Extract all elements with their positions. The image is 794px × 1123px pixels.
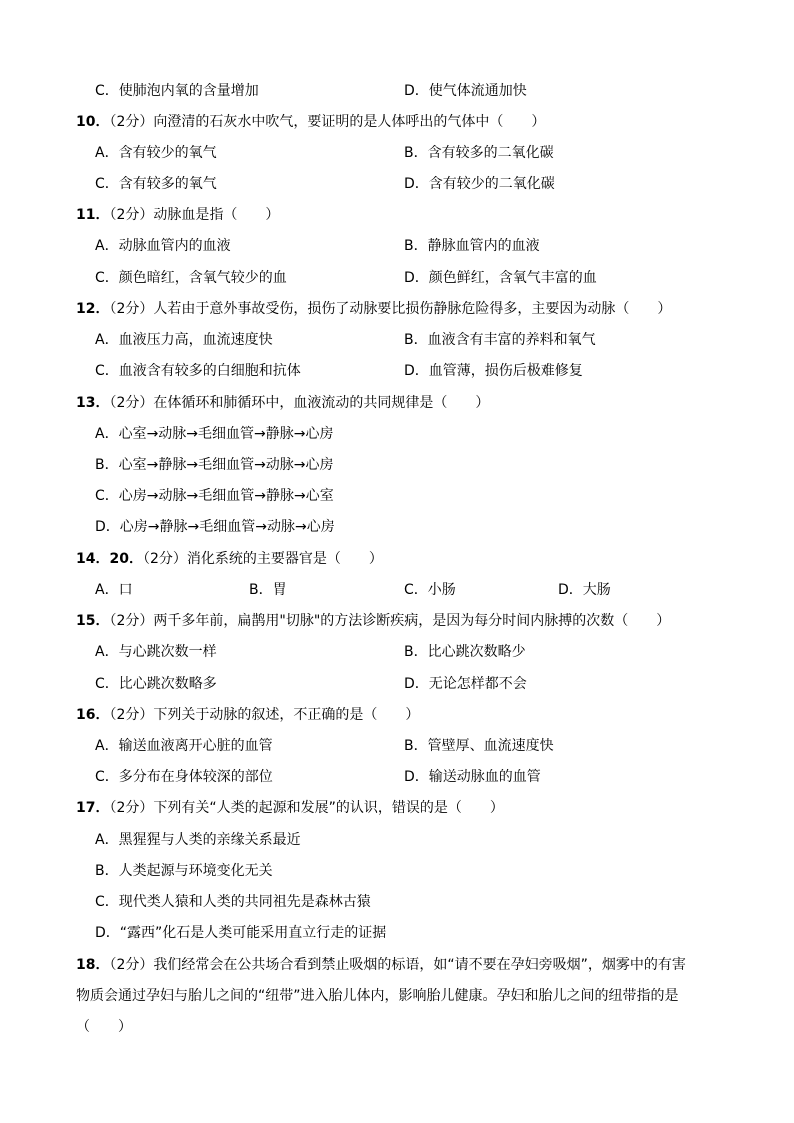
option-15d: D．无论怎样都不会 <box>404 676 527 692</box>
option-9c: C．使肺泡内氧的含量增加 <box>95 83 259 99</box>
option-13d: D．心房→静脉→毛细血管→动脉→心房 <box>95 519 335 535</box>
option-10b: B．含有较多的二氧化碳 <box>404 145 554 161</box>
question-17: 17．（2分）下列有关“人类的起源和发展”的认识，错误的是（ ） <box>76 800 504 816</box>
option-14d: D．大肠 <box>558 582 611 598</box>
option-12a: A．血液压力高，血流速度快 <box>95 332 273 348</box>
question-14: 14．20．（2分）消化系统的主要器官是（ ） <box>76 551 383 567</box>
option-14a: A．口 <box>95 582 133 598</box>
option-17d: D．“露西”化石是人类可能采用直立行走的证据 <box>95 925 387 941</box>
option-16a: A．输送血液离开心脏的血管 <box>95 738 273 754</box>
question-15: 15．（2分）两千多年前，扁鹊用"切脉"的方法诊断疾病，是因为每分时间内脉搏的次数（ ） <box>76 613 671 629</box>
option-17c: C．现代类人猿和人类的共同祖先是森林古猿 <box>95 894 371 910</box>
option-12d: D．血管薄，损伤后极难修复 <box>404 363 583 379</box>
option-13b: B．心室→静脉→毛细血管→动脉→心房 <box>95 457 334 473</box>
option-12c: C．血液含有较多的白细胞和抗体 <box>95 363 301 379</box>
question-16: 16．（2分）下列关于动脉的叙述，不正确的是（ ） <box>76 707 420 723</box>
option-10c: C．含有较多的氧气 <box>95 176 217 192</box>
option-11d: D．颜色鲜红，含氧气丰富的血 <box>404 270 597 286</box>
option-14c: C．小肠 <box>404 582 456 598</box>
option-10d: D．含有较少的二氧化碳 <box>404 176 555 192</box>
question-18: 18．（2分）我们经常会在公共场合看到禁止吸烟的标语，如“请不要在孕妇旁吸烟”，烟雾中的有害 <box>76 957 686 973</box>
option-15c: C．比心跳次数略多 <box>95 676 217 692</box>
option-10a: A．含有较少的氧气 <box>95 145 217 161</box>
option-13a: A．心室→动脉→毛细血管→静脉→心房 <box>95 426 334 442</box>
option-16d: D．输送动脉血的血管 <box>404 769 541 785</box>
option-15a: A．与心跳次数一样 <box>95 644 217 660</box>
option-14b: B．胃 <box>249 582 287 598</box>
question-18-line-3: （ ） <box>76 1019 132 1035</box>
question-10: 10．（2分）向澄清的石灰水中吹气，要证明的是人体呼出的气体中（ ） <box>76 114 546 130</box>
question-13: 13．（2分）在体循环和肺循环中，血液流动的共同规律是（ ） <box>76 395 490 411</box>
question-18-line-2: 物质会通过孕妇与胎儿之间的“纽带”进入胎儿体内，影响胎儿健康。孕妇和胎儿之间的纽带指的是 <box>76 988 679 1004</box>
question-12: 12．（2分）人若由于意外事故受伤，损伤了动脉要比损伤静脉危险得多，主要因为动脉（ ） <box>76 301 672 317</box>
option-11c: C．颜色暗红，含氧气较少的血 <box>95 270 287 286</box>
option-13c: C．心房→动脉→毛细血管→静脉→心室 <box>95 488 334 504</box>
option-12b: B．血液含有丰富的养料和氧气 <box>404 332 596 348</box>
option-11b: B．静脉血管内的血液 <box>404 238 540 254</box>
option-15b: B．比心跳次数略少 <box>404 644 526 660</box>
option-16c: C．多分布在身体较深的部位 <box>95 769 273 785</box>
option-17a: A．黑猩猩与人类的亲缘关系最近 <box>95 832 301 848</box>
option-11a: A．动脉血管内的血液 <box>95 238 231 254</box>
option-17b: B．人类起源与环境变化无关 <box>95 863 273 879</box>
option-16b: B．管壁厚、血流速度快 <box>404 738 554 754</box>
option-9d: D．使气体流通加快 <box>404 83 527 99</box>
question-11: 11．（2分）动脉血是指（ ） <box>76 207 280 223</box>
